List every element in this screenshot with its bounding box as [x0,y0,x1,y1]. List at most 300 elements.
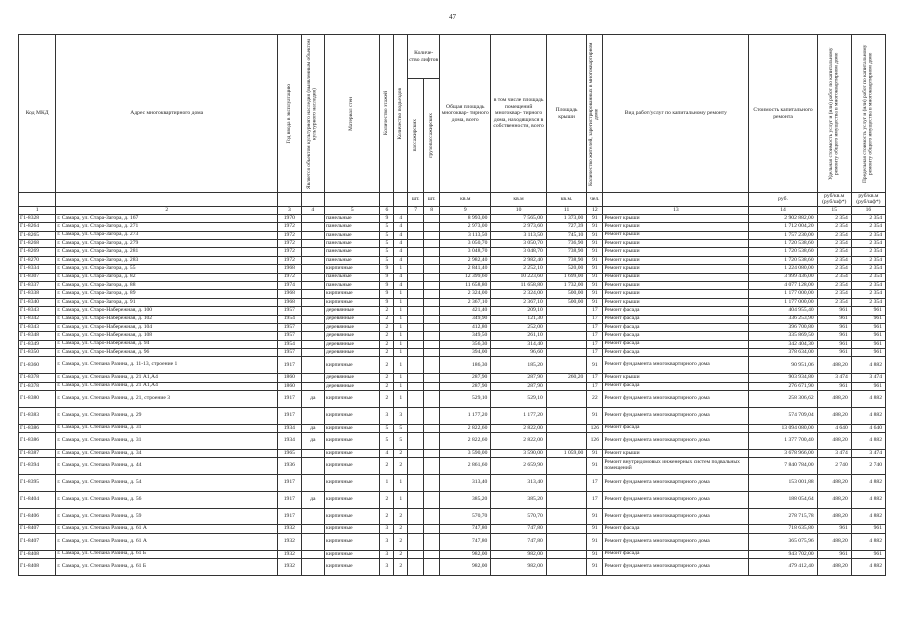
cell-residents: 91 [587,214,603,222]
cell-cargo-elevators [424,315,440,323]
cell-address: г. Самара, ул. Старо-Набережная, д. 108 [56,332,278,340]
cell-roof-area [546,458,587,475]
cell-entrances: 1 [394,340,408,348]
cell-work-type: Ремонт фасада [603,332,749,340]
cell-passenger-elevators [408,332,424,340]
cell-total-area: 982,00 [440,550,491,558]
unit-cell [19,193,56,207]
cell-code: Г1-8380 [19,391,56,408]
cell-cost: 1 177 000,00 [749,290,817,298]
cell-code: Г1-8378 [19,374,56,382]
cell-cost: 188 054,64 [749,491,817,508]
cell-code: Г1-8406 [19,508,56,525]
cell-max-cost: 961 [851,332,885,340]
cell-year: 1972 [278,248,301,256]
cell-unit-cost: 488,20 [817,433,851,450]
cell-floors: 2 [380,491,394,508]
cell-owned-area: 10 223,60 [491,273,546,281]
header-entrances: Количество подъездов [394,35,408,193]
cell-cargo-elevators [424,374,440,382]
table-row [19,533,886,550]
cell-cost: 3 999 436,00 [749,273,817,281]
cell-work-type: Ремонт крыши [603,231,749,239]
cell-cargo-elevators [424,559,440,576]
cell-wall-material: кирпичные [325,550,380,558]
cell-address: г. Самара, ул. Стара-Загора, д. 283 [56,256,278,264]
cell-address: г. Самара, ул. Степана Разина, д. 56 [56,491,278,508]
cell-floors: 2 [380,323,394,331]
cell-residents: 91 [587,559,603,576]
table-row [19,382,886,390]
cell-total-area: 2 861,60 [440,458,491,475]
cell-cost: 718 635,80 [749,525,817,533]
cell-entrances: 5 [394,424,408,432]
cell-residents: 91 [587,508,603,525]
cell-residents: 17 [587,475,603,492]
cell-owned-area: 185,20 [491,357,546,374]
cell-work-type: Ремонт фундамента многоквартирного дома [603,407,749,424]
cell-residents: 17 [587,315,603,323]
cell-entrances: 2 [394,525,408,533]
cell-passenger-elevators [408,391,424,408]
cell-entrances: 1 [394,290,408,298]
cell-wall-material: кирпичные [325,533,380,550]
cell-cargo-elevators [424,223,440,231]
cell-heritage [301,273,324,281]
cell-unit-cost: 2 354 [817,214,851,222]
cell-cost: 1 720 538,60 [749,248,817,256]
cell-heritage [301,298,324,306]
cell-total-area: 287,90 [440,382,491,390]
cell-total-area: 570,70 [440,508,491,525]
cell-year: 1968 [278,290,301,298]
cell-floors: 9 [380,290,394,298]
cell-work-type: Ремонт фасада [603,424,749,432]
cell-passenger-elevators [408,256,424,264]
header-address: Адрес многоквартирного дома [56,35,278,193]
cell-max-cost: 4 640 [851,424,885,432]
unit-cell [603,193,749,207]
cell-owned-area: 252,00 [491,323,546,331]
unit-cell: шт. [424,193,440,207]
cell-unit-cost: 2 354 [817,273,851,281]
cell-owned-area: 2 822,00 [491,433,546,450]
cell-passenger-elevators [408,307,424,315]
cell-cost: 153 001,88 [749,475,817,492]
column-index-cell [394,206,408,214]
cell-cost: 4 077 128,00 [749,281,817,289]
cell-work-type: Ремонт крыши [603,374,749,382]
cell-passenger-elevators [408,315,424,323]
cell-heritage [301,533,324,550]
cell-address: г. Самара, ул. Степана Разина, д. 34 [56,449,278,457]
cell-heritage [301,214,324,222]
table-row [19,525,886,533]
cell-owned-area: 2 982,40 [491,256,546,264]
cell-roof-area [546,475,587,492]
cell-unit-cost: 961 [817,382,851,390]
cell-residents: 17 [587,323,603,331]
cell-roof-area: 745,10 [546,231,587,239]
cell-work-type: Ремонт крыши [603,290,749,298]
cell-cargo-elevators [424,349,440,357]
column-index-cell: 7 [408,206,424,214]
cell-address: г. Самара, ул. Степана Разина, д. 29 [56,407,278,424]
cell-total-area: 3 590,00 [440,449,491,457]
cell-work-type: Ремонт крыши [603,214,749,222]
cell-roof-area [546,357,587,374]
cell-unit-cost: 3 474 [817,449,851,457]
table-row [19,214,886,222]
cell-wall-material: деревянные [325,307,380,315]
cell-cargo-elevators [424,240,440,248]
cell-floors: 5 [380,240,394,248]
header-year: Год ввода в эксплуатацию [278,35,301,193]
cell-address: г. Самара, ул. Степана Разина, д. 61 А [56,533,278,550]
cell-work-type: Ремонт крыши [603,248,749,256]
table-row [19,340,886,348]
unit-cell: кв.м. [546,193,587,207]
cell-wall-material: деревянные [325,340,380,348]
cell-residents: 126 [587,424,603,432]
table-row [19,349,886,357]
cell-floors: 9 [380,265,394,273]
cell-code: Г1-8340 [19,298,56,306]
cell-code: Г1-8407 [19,533,56,550]
unit-cell: руб. [749,193,817,207]
cell-unit-cost: 961 [817,525,851,533]
cell-unit-cost: 2 354 [817,248,851,256]
table-row [19,424,886,432]
cell-entrances: 5 [394,433,408,450]
cell-residents: 91 [587,240,603,248]
cell-residents: 91 [587,449,603,457]
cell-cost: 3 678 966,00 [749,449,817,457]
cell-year: 1917 [278,475,301,492]
cell-cost: 1 224 080,00 [749,265,817,273]
cell-max-cost: 4 882 [851,475,885,492]
cell-unit-cost: 2 354 [817,298,851,306]
cell-address: г. Самара, ул. Степана Разина, д. 21 А1,А4 [56,374,278,382]
cell-passenger-elevators [408,298,424,306]
cell-roof-area: 1 059,00 [546,449,587,457]
cell-unit-cost: 2 354 [817,256,851,264]
cell-cargo-elevators [424,281,440,289]
cell-floors: 2 [380,374,394,382]
unit-cell: чел. [587,193,603,207]
cell-entrances: 1 [394,307,408,315]
cell-total-area: 3 050,70 [440,240,491,248]
cell-floors: 5 [380,231,394,239]
unit-cell: шт. [408,193,424,207]
cell-cargo-elevators [424,298,440,306]
cell-total-area: 3 048,70 [440,248,491,256]
cell-cost: 1 177 000,00 [749,298,817,306]
cell-roof-area: 736,90 [546,240,587,248]
cell-roof-area [546,340,587,348]
unit-cell [380,193,394,207]
cell-floors: 3 [380,407,394,424]
cell-code: Г1-8338 [19,290,56,298]
unit-cell [278,193,301,207]
cell-max-cost: 4 882 [851,433,885,450]
cell-wall-material: панельные [325,248,380,256]
cell-total-area: 2 822,60 [440,424,491,432]
cell-roof-area [546,391,587,408]
cell-max-cost: 2 354 [851,223,885,231]
cell-residents: 91 [587,298,603,306]
cell-heritage [301,281,324,289]
cell-work-type: Ремонт фундамента многоквартирного дома [603,475,749,492]
cell-heritage [301,374,324,382]
units-row [19,193,886,207]
cell-unit-cost: 488,20 [817,407,851,424]
cell-cost: 404 955,40 [749,307,817,315]
cell-wall-material: кирпичные [325,559,380,576]
cell-work-type: Ремонт внутридомовых инженерных систем подвальных помещений [603,458,749,475]
cell-residents: 17 [587,491,603,508]
cell-code: Г1-8349 [19,340,56,348]
cell-owned-area: 2 822,00 [491,424,546,432]
cell-passenger-elevators [408,231,424,239]
cell-address: г. Самара, ул. Стара-Загора, д. 167 [56,214,278,222]
cell-wall-material: кирпичные [325,449,380,457]
cell-passenger-elevators [408,508,424,525]
cell-work-type: Ремонт фундамента многоквартирного дома [603,533,749,550]
cell-roof-area [546,433,587,450]
cell-cargo-elevators [424,231,440,239]
cell-code: Г1-8342 [19,315,56,323]
cell-heritage [301,248,324,256]
cell-owned-area: 287,90 [491,382,546,390]
cell-address: г. Самара, ул. Степана Разина, д. 44 [56,458,278,475]
cell-address: г. Самара, ул. Степана Разина, д. 59 [56,508,278,525]
cell-address: г. Самара, ул. Старо-Набережная, д. 102 [56,315,278,323]
cell-floors: 2 [380,382,394,390]
cell-cost: 2 902 882,00 [749,214,817,222]
cell-residents: 91 [587,357,603,374]
table-row [19,323,886,331]
cell-work-type: Ремонт крыши [603,240,749,248]
cell-year: 1970 [278,214,301,222]
cell-total-area: 747,80 [440,533,491,550]
cell-heritage [301,508,324,525]
cell-unit-cost: 2 354 [817,240,851,248]
cell-max-cost: 2 354 [851,248,885,256]
cell-owned-area: 121,30 [491,315,546,323]
cell-passenger-elevators [408,374,424,382]
cell-max-cost: 4 882 [851,533,885,550]
cell-total-area: 8 993,00 [440,214,491,222]
cell-residents: 91 [587,265,603,273]
cell-total-area: 349,50 [440,332,491,340]
cell-year: 1917 [278,391,301,408]
cell-year: 1917 [278,508,301,525]
cell-year: 1954 [278,340,301,348]
cell-floors: 2 [380,391,394,408]
cell-work-type: Ремонт фасада [603,382,749,390]
cell-unit-cost: 3 474 [817,374,851,382]
cell-roof-area [546,382,587,390]
table-row [19,357,886,374]
cell-work-type: Ремонт фасада [603,349,749,357]
cell-wall-material: кирпичные [325,458,380,475]
cell-address: г. Самара, ул. Старо-Набережная, д. 96 [56,349,278,357]
cell-work-type: Ремонт фундамента многоквартирного дома [603,491,749,508]
cell-max-cost: 961 [851,550,885,558]
unit-cell: кв.м [440,193,491,207]
cell-floors: 3 [380,550,394,558]
cell-roof-area [546,315,587,323]
cell-cargo-elevators [424,273,440,281]
cell-owned-area: 287,90 [491,374,546,382]
cell-max-cost: 4 882 [851,407,885,424]
cell-heritage [301,240,324,248]
cell-max-cost: 961 [851,525,885,533]
cell-floors: 2 [380,315,394,323]
cell-cost: 7 840 784,00 [749,458,817,475]
unit-cell [394,193,408,207]
cell-cargo-elevators [424,391,440,408]
cell-address: г. Самара, ул. Стара-Загора, д. 55 [56,265,278,273]
cell-owned-area: 261,10 [491,332,546,340]
cell-entrances: 2 [394,550,408,558]
cell-entrances: 1 [394,357,408,374]
table-row [19,407,886,424]
cell-address: г. Самара, ул. Стара-Загора, д. 273 [56,231,278,239]
cell-year: 1972 [278,240,301,248]
cell-entrances: 4 [394,281,408,289]
cell-total-area: 2 367,10 [440,298,491,306]
cell-wall-material: панельные [325,223,380,231]
cell-address: г. Самара, ул. Стара-Загора, д. 279 [56,240,278,248]
cell-heritage [301,340,324,348]
cell-max-cost: 4 882 [851,491,885,508]
cell-residents: 91 [587,290,603,298]
cell-code: Г1-8378 [19,382,56,390]
cell-max-cost: 2 354 [851,231,885,239]
cell-work-type: Ремонт фасада [603,525,749,533]
cell-cost: 1 720 538,60 [749,240,817,248]
cell-code: Г1-8386 [19,433,56,450]
cell-owned-area: 1 177,20 [491,407,546,424]
cell-owned-area: 314,40 [491,340,546,348]
cell-passenger-elevators [408,349,424,357]
cell-address: г. Самара, ул. Старо-Набережная, д. 100 [56,307,278,315]
cell-cost: 278 715,78 [749,508,817,525]
cell-cost: 365 075,96 [749,533,817,550]
header-wall-material: Материал стен [325,35,380,193]
cell-roof-area [546,307,587,315]
cell-work-type: Ремонт крыши [603,256,749,264]
capital-repair-table [18,34,886,576]
cell-residents: 91 [587,231,603,239]
cell-residents: 91 [587,407,603,424]
cell-max-cost: 3 474 [851,374,885,382]
cell-total-area: 421,40 [440,307,491,315]
cell-total-area: 12 399,60 [440,273,491,281]
cell-passenger-elevators [408,273,424,281]
cell-roof-area [546,332,587,340]
table-row [19,223,886,231]
cell-residents: 91 [587,273,603,281]
cell-year: 1860 [278,374,301,382]
cell-heritage [301,407,324,424]
cell-heritage [301,223,324,231]
cell-code: Г1-8269 [19,248,56,256]
cell-wall-material: деревянные [325,315,380,323]
cell-cargo-elevators [424,265,440,273]
cell-passenger-elevators [408,214,424,222]
unit-cell [301,193,324,207]
cell-max-cost: 961 [851,307,885,315]
cell-entrances: 2 [394,449,408,457]
cell-cargo-elevators [424,340,440,348]
cell-cargo-elevators [424,533,440,550]
cell-floors: 9 [380,298,394,306]
cell-max-cost: 3 474 [851,449,885,457]
cell-wall-material: деревянные [325,323,380,331]
cell-residents: 91 [587,550,603,558]
table-body [19,206,886,575]
table-header [19,35,886,207]
cell-passenger-elevators [408,533,424,550]
header-max-cost: Предельная стоимость услуг и (или) работ по капитальному ремонту общего имущества в многоквартирном доме [851,35,885,193]
cell-work-type: Ремонт фасада [603,340,749,348]
cell-cargo-elevators [424,214,440,222]
cell-passenger-elevators [408,240,424,248]
cell-passenger-elevators [408,323,424,331]
unit-cell: руб/кв.м (руб/шф*) [817,193,851,207]
cell-max-cost: 961 [851,315,885,323]
column-index-cell: 4 [301,206,324,214]
table-row [19,374,886,382]
cell-roof-area: 520,00 [546,265,587,273]
cell-unit-cost: 961 [817,323,851,331]
cell-work-type: Ремонт фасада [603,550,749,558]
table-row [19,256,886,264]
cell-wall-material: кирпичные [325,265,380,273]
cell-roof-area [546,525,587,533]
cell-residents: 91 [587,458,603,475]
cell-max-cost: 4 882 [851,357,885,374]
column-index-cell: 5 [325,206,380,214]
cell-wall-material: кирпичные [325,525,380,533]
cell-cost: 396 700,80 [749,323,817,331]
cell-owned-area: 747,80 [491,533,546,550]
cell-address: г. Самара, ул. Степана Разина, д. 61 Б [56,550,278,558]
cell-passenger-elevators [408,382,424,390]
cell-year: 1917 [278,491,301,508]
column-index-cell: 2 [56,206,278,214]
cell-total-area: 1 177,20 [440,407,491,424]
column-index-cell: 10 [491,206,546,214]
cell-owned-area: 7 565,00 [491,214,546,222]
cell-unit-cost: 2 354 [817,290,851,298]
cell-code: Г1-8348 [19,332,56,340]
column-index-cell: 3 [278,206,301,214]
unit-cell [56,193,278,207]
cell-work-type: Ремонт фундамента многоквартирного дома [603,559,749,576]
cell-work-type: Ремонт крыши [603,298,749,306]
cell-cost: 336 253,90 [749,315,817,323]
cell-entrances: 3 [394,407,408,424]
cell-cargo-elevators [424,248,440,256]
cell-heritage [301,307,324,315]
cell-unit-cost: 488,20 [817,491,851,508]
cell-work-type: Ремонт фундамента многоквартирного дома [603,508,749,525]
cell-max-cost: 961 [851,323,885,331]
